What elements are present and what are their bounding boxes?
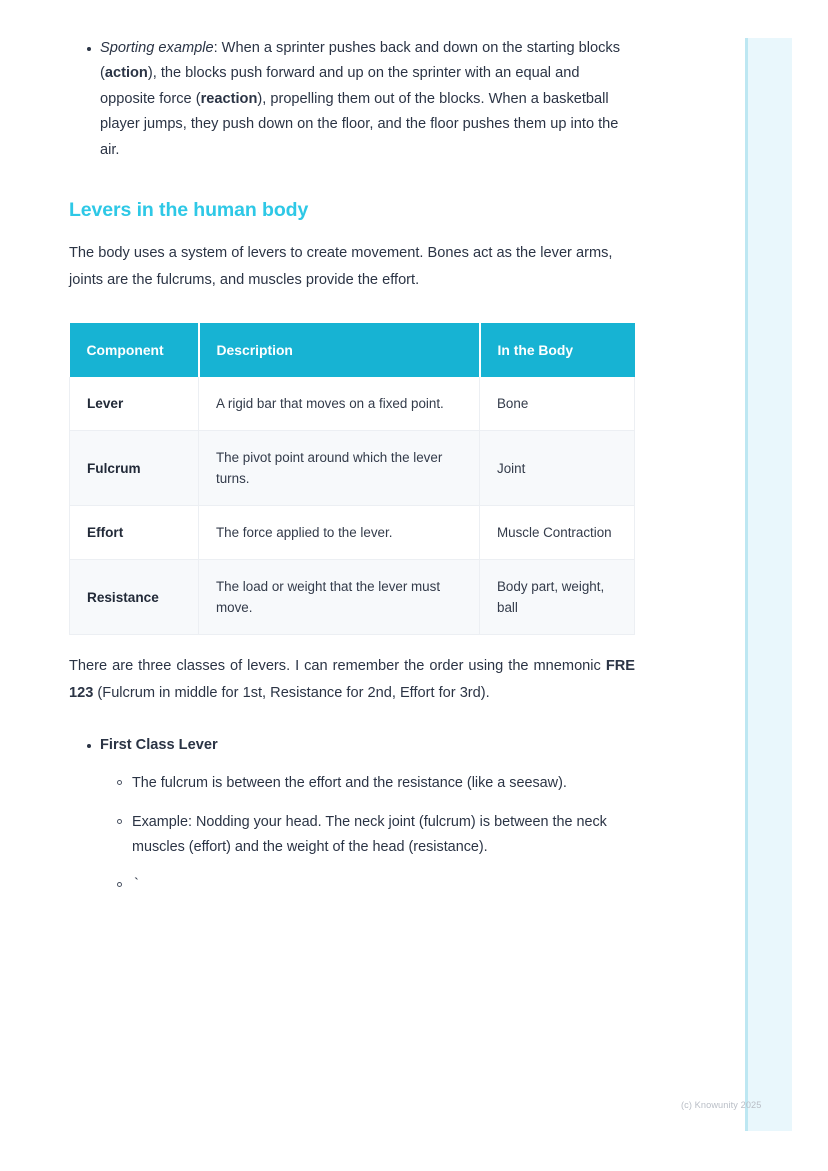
footer-credit: (c) Knowunity 2025	[681, 1100, 762, 1110]
table-header-component: Component	[70, 323, 199, 377]
cell-in-the-body: Body part, weight, ball	[480, 560, 635, 635]
levers-table	[69, 323, 635, 635]
table-row	[70, 560, 635, 635]
classes-text-1: There are three classes of levers. I can remember the order using the mnemonic	[69, 658, 606, 675]
cell-description: The pivot point around which the lever turns.	[199, 431, 480, 506]
list-item: `	[100, 873, 635, 898]
list-item	[69, 733, 635, 898]
list-item: Example: Nodding your head. The neck joint (fulcrum) is between the neck muscles (effort) and the weight of the head (resistance).	[100, 810, 635, 860]
cell-description: A rigid bar that moves on a fixed point.	[199, 377, 480, 431]
action-term: action	[104, 65, 148, 82]
table-header-in-the-body: In the Body	[480, 323, 635, 377]
intro-text-2: ), the blocks push forward and up on the sprinter with an equal and opposite force (	[100, 65, 580, 107]
mnemonic-term: FRE 123	[69, 658, 635, 702]
cell-in-the-body: Bone	[480, 377, 635, 431]
cell-description: The force applied to the lever.	[199, 506, 480, 560]
cell-description: The load or weight that the lever must move.	[199, 560, 480, 635]
cell-in-the-body: Joint	[480, 431, 635, 506]
cell-component: Effort	[70, 506, 199, 560]
document-content	[69, 36, 635, 898]
first-class-lever-block	[69, 733, 635, 898]
lever-sub-list	[100, 771, 635, 898]
lever-classes-paragraph	[69, 653, 635, 707]
cell-component: Fulcrum	[70, 431, 199, 506]
table-body	[70, 377, 635, 635]
classes-text-2: (Fulcrum in middle for 1st, Resistance for 2nd, Effort for 3rd).	[93, 685, 490, 702]
page-title: Levers in the human body	[69, 199, 309, 222]
decorative-side-strip	[745, 38, 792, 1131]
cell-component: Lever	[70, 377, 199, 431]
intro-text-3: ), propelling them out of the blocks. When a basketball player jumps, they push down on the floor, and the floor pushes them up into the air.	[100, 90, 619, 158]
cell-component: Resistance	[70, 560, 199, 635]
intro-text-1: : When a sprinter pushes back and down on the starting blocks (	[100, 40, 621, 82]
cell-in-the-body: Muscle Contraction	[480, 506, 635, 560]
decorative-side-strip-edge	[745, 38, 748, 1131]
table-header	[70, 323, 635, 377]
lever-class-list	[69, 733, 635, 898]
list-item: The fulcrum is between the effort and the resistance (like a seesaw).	[100, 771, 635, 796]
first-class-lever-title: First Class Lever	[100, 737, 218, 754]
list-item	[69, 36, 635, 163]
table-row	[70, 377, 635, 431]
intro-bullet-list	[69, 36, 635, 163]
sporting-example-label: Sporting example	[100, 40, 214, 56]
reaction-term: reaction	[200, 90, 258, 107]
table-header-row	[70, 323, 635, 377]
table-row	[70, 506, 635, 560]
section-intro-paragraph: The body uses a system of levers to create movement. Bones act as the lever arms, joints are the fulcrums, and muscles provide the effort.	[69, 245, 613, 289]
table-header-description: Description	[199, 323, 480, 377]
table-row	[70, 431, 635, 506]
